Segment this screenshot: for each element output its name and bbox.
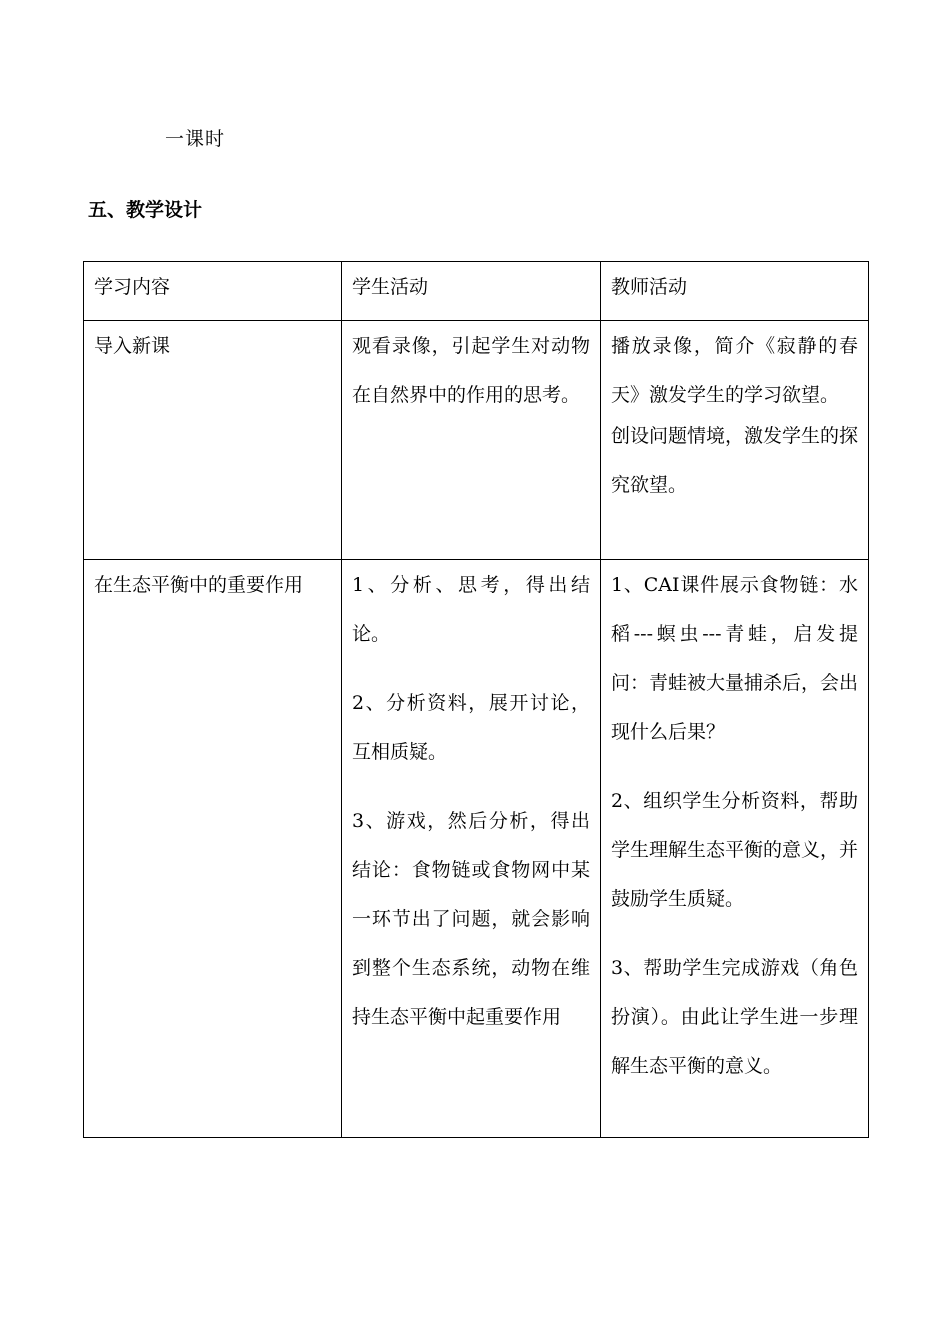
header-content: 学习内容 (84, 262, 342, 321)
header-teacher-activity: 教师活动 (601, 262, 869, 321)
cell-text: 3、帮助学生完成游戏（角色扮演）。由此让学生进一步理解生态平衡的意义。 (611, 957, 858, 1077)
row2-content (84, 560, 342, 1138)
table-row (84, 560, 869, 1138)
cell-text: 2、分析资料，展开讨论，互相质疑。 (352, 692, 590, 763)
lesson-duration: 一课时 (165, 128, 226, 150)
cell-text: 3、游戏，然后分析，得出结论：食物链或食物网中某一环节出了问题，就会影响到整个生态系统，动物在维持生态平衡中起重要作用 (352, 810, 590, 1028)
row1-teacher (601, 321, 869, 560)
row2-student (342, 560, 601, 1138)
table-row (84, 321, 869, 560)
teaching-design-table (83, 261, 869, 1138)
cell-text: 播放录像，简介《寂静的春天》激发学生的学习欲望。 (611, 335, 858, 406)
section-title: 五、教学设计 (88, 199, 203, 221)
cell-text: 观看录像，引起学生对动物在自然界中的作用的思考。 (352, 335, 590, 406)
row1-content (84, 321, 342, 560)
cell-text: 在生态平衡中的重要作用 (94, 574, 304, 596)
header-student-activity: 学生活动 (342, 262, 601, 321)
cell-text: 2、组织学生分析资料，帮助学生理解生态平衡的意义，并鼓励学生质疑。 (611, 790, 859, 910)
cell-text: 1、分析、思考，得出结论。 (352, 574, 590, 645)
cell-text: 导入新课 (94, 335, 171, 357)
table-header-row (84, 262, 869, 321)
cell-text: 1、CAI课件展示食物链：水稻---螟虫---青蛙，启发提问：青蛙被大量捕杀后，会出现什么后果？ (611, 574, 859, 743)
row1-student (342, 321, 601, 560)
row2-teacher (601, 560, 869, 1138)
cell-text: 创设问题情境，激发学生的探究欲望。 (611, 425, 859, 496)
